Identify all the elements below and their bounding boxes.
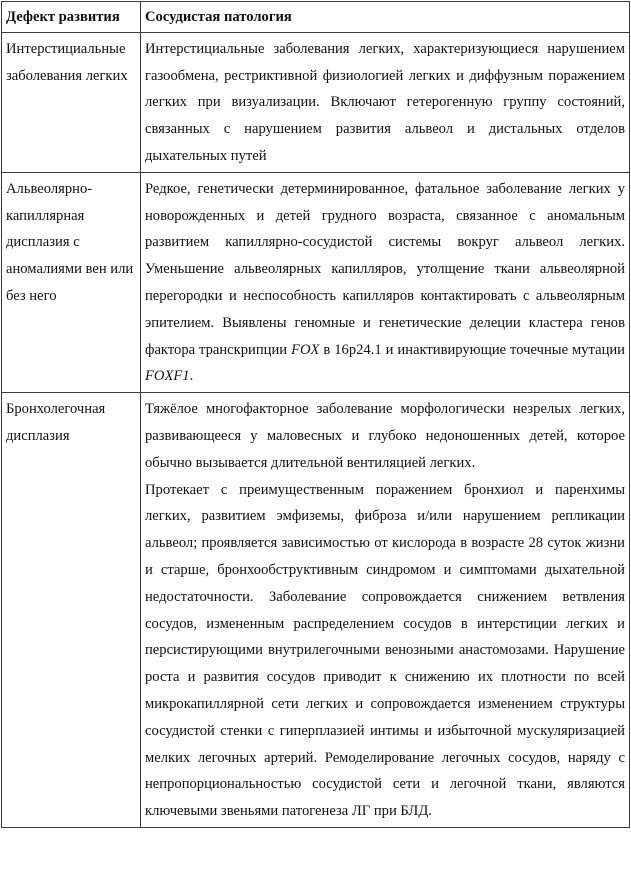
table-row — [2, 32, 630, 172]
pathology-paragraph: Тяжёлое многофакторное заболевание морфологически незрелых легких, развивающееся у маловесных и глубоко недоношенных детей, которое обычно вызывается длительной вентиляцией легких. — [145, 401, 625, 471]
defect-cell: Бронхолегочная дисплазия — [2, 393, 141, 828]
pathology-paragraph — [145, 176, 625, 390]
gene-cluster-name: FOX — [291, 341, 320, 358]
text-run: в 16p24.1 и инактивирующие точечные мутации — [319, 341, 625, 358]
header-vascular-pathology: Сосудистая патология — [141, 2, 630, 33]
pathology-paragraph: Протекает с преимущественным поражением бронхиол и паренхимы легких, развитием эмфиземы, фиброза и/или нарушением репликации альвеол; проявляется зависимостью от кислорода в возрасте 28 суток жизни и старше, бронхообструктивным синдромом и симптомами дыхательной недостаточности. Заболевание сопровождается снижением ветвления сосудов, измененным распределением сосудов в интерстиции легких и персистирующими внутрилегочными венозными анастомозами. Нарушение роста и развития сосудов приводит к снижению их плотности по всей микрокапиллярной сети легких и сопровождается изменением структуры сосудистой стенки с гиперплазией интимы и избыточной мускуляризацией мелких легочных артерий. Ремоделирование легочных сосудов, наряду с непропорциональностью сосудистой сети и легочной ткани, являются ключевыми звеньями патогенеза ЛГ при БЛД. — [145, 481, 625, 820]
table-row — [2, 172, 630, 392]
text-run: Редкое, генетически детерминированное, фатальное заболевание легких у новорожденных и детей грудного возраста, связанное с аномальным развитием капиллярно-сосудистой системы вокруг альвеол легких. Уменьшение альвеолярных капилляров, утолщение ткани альвеолярной перегородки и неспособность капилляров контактировать с альвеолярным эпителием. Выявлены геномные и генетические делеции кластера генов фактора транскрипции — [145, 180, 625, 358]
pathology-cell — [141, 172, 630, 392]
defect-cell: Интерстициальные заболевания легких — [2, 32, 141, 172]
pathology-table — [1, 1, 630, 828]
pathology-cell — [141, 32, 630, 172]
gene-name: FOXF1 — [145, 368, 190, 385]
defect-cell: Альвеолярно-капиллярная дисплазия с аномалиями вен или без него — [2, 172, 141, 392]
table-header-row — [2, 2, 630, 33]
pathology-paragraph: Интерстициальные заболевания легких, характеризующиеся нарушением газообмена, рестриктивной физиологией легких и диффузным поражением легких при визуализации. Включают гетерогенную группу состояний, связанных с нарушением развития альвеол и дистальных отделов дыхательных путей — [145, 40, 625, 164]
text-run: . — [189, 368, 194, 385]
pathology-cell — [141, 393, 630, 828]
table-row — [2, 393, 630, 828]
header-defect: Дефект развития — [2, 2, 141, 33]
